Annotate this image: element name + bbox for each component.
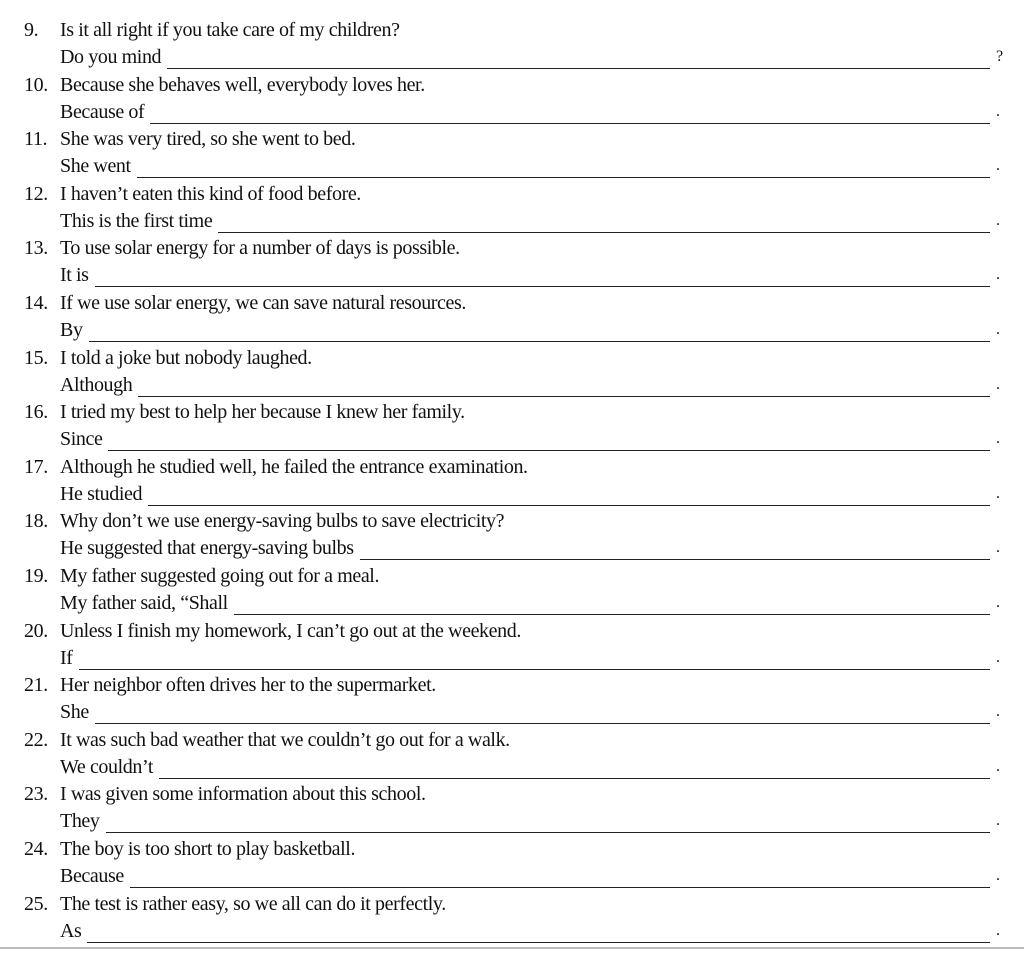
exercise-number: 18. (24, 510, 48, 533)
answer-blank[interactable] (106, 814, 991, 833)
end-punctuation: . (996, 648, 1000, 666)
exercise-item (24, 724, 1004, 779)
exercise-number: 23. (24, 783, 48, 806)
exercise-number: 21. (24, 674, 48, 697)
sentence-text: I tried my best to help her because I knew her family. (60, 401, 465, 424)
rewrite-line (60, 154, 1004, 178)
sentence-text: It was such bad weather that we couldn’t go out for a walk. (60, 728, 510, 751)
rewrite-prompt: Because (60, 864, 124, 887)
rewrite-line (60, 263, 1004, 287)
answer-blank[interactable] (159, 760, 990, 779)
answer-blank[interactable] (138, 378, 990, 397)
rewrite-prompt: She went (60, 155, 131, 178)
rewrite-line (60, 646, 1004, 670)
original-sentence (24, 400, 465, 424)
rewrite-line (60, 45, 1004, 69)
original-sentence (24, 509, 504, 533)
end-punctuation: . (996, 211, 1000, 229)
original-sentence (24, 673, 436, 697)
answer-blank[interactable] (130, 869, 990, 888)
exercise-item (24, 14, 1004, 69)
end-punctuation: ? (996, 48, 1003, 65)
rewrite-prompt: We couldn’t (60, 755, 154, 778)
rewrite-prompt: As (60, 919, 82, 942)
exercise-number: 19. (24, 564, 48, 587)
sentence-text: Although he studied well, he failed the entrance examination. (60, 455, 528, 478)
rewrite-line (60, 536, 1004, 560)
original-sentence (24, 73, 425, 97)
rewrite-prompt: Do you mind (60, 46, 162, 68)
rewrite-line (60, 482, 1004, 506)
exercise-number: 12. (24, 182, 48, 205)
end-punctuation: . (996, 539, 1000, 557)
answer-blank[interactable] (89, 323, 990, 342)
original-sentence (24, 892, 446, 916)
rewrite-line (60, 864, 1004, 888)
exercise-item (24, 232, 1004, 287)
rewrite-prompt: By (60, 318, 83, 341)
end-punctuation: . (996, 375, 1000, 393)
exercise-item (24, 287, 1004, 342)
answer-blank[interactable] (150, 105, 990, 124)
sentence-text: To use solar energy for a number of days is possible. (60, 237, 460, 260)
exercise-number: 22. (24, 728, 48, 751)
end-punctuation: . (996, 157, 1000, 175)
original-sentence (24, 236, 460, 260)
exercise-number: 25. (24, 892, 48, 915)
sentence-text: If we use solar energy, we can save natural resources. (60, 291, 466, 314)
end-punctuation: . (996, 430, 1000, 448)
exercise-item (24, 178, 1004, 233)
exercise-number: 15. (24, 346, 48, 369)
rewrite-line (60, 373, 1004, 397)
exercise-number: 16. (24, 401, 48, 424)
rewrite-prompt: He studied (60, 482, 143, 505)
rewrite-prompt: She (60, 701, 89, 724)
end-punctuation: . (996, 484, 1000, 502)
answer-blank[interactable] (167, 50, 990, 69)
sentence-text: She was very tired, so she went to bed. (60, 128, 356, 151)
sentence-text: I was given some information about this school. (60, 783, 426, 806)
exercise-item (24, 833, 1004, 888)
rewrite-line (60, 100, 1004, 124)
exercise-number: 10. (24, 73, 48, 96)
exercise-number: 13. (24, 237, 48, 260)
exercise-item (24, 342, 1004, 397)
rewrite-prompt: If (60, 646, 73, 669)
original-sentence (24, 619, 521, 643)
exercise-number: 20. (24, 619, 48, 642)
rewrite-prompt: They (60, 810, 100, 833)
sentence-text: I haven’t eaten this kind of food before. (60, 182, 361, 205)
exercise-item (24, 123, 1004, 178)
sentence-text: The boy is too short to play basketball. (60, 837, 356, 860)
answer-blank[interactable] (87, 924, 990, 943)
exercise-list (24, 14, 1004, 942)
sentence-text: My father suggested going out for a meal. (60, 564, 380, 587)
rewrite-line (60, 591, 1004, 615)
rewrite-prompt: He suggested that energy-saving bulbs (60, 537, 354, 560)
exercise-item (24, 888, 1004, 943)
exercise-number: 9. (24, 19, 39, 41)
original-sentence (24, 346, 312, 370)
exercise-item (24, 560, 1004, 615)
answer-blank[interactable] (148, 487, 990, 506)
rewrite-prompt: Although (60, 373, 133, 396)
exercise-item (24, 615, 1004, 670)
end-punctuation: . (996, 866, 1000, 884)
answer-blank[interactable] (95, 705, 990, 724)
rewrite-line (60, 318, 1004, 342)
exercise-item (24, 505, 1004, 560)
exercise-item (24, 778, 1004, 833)
sentence-text: Her neighbor often drives her to the supermarket. (60, 674, 436, 697)
end-punctuation: . (996, 703, 1000, 721)
answer-blank[interactable] (218, 214, 990, 233)
rewrite-prompt: Since (60, 428, 103, 451)
sentence-text: Is it all right if you take care of my children? (60, 19, 400, 41)
rewrite-prompt: Because of (60, 100, 145, 123)
rewrite-line (60, 700, 1004, 724)
original-sentence (24, 782, 426, 806)
rewrite-line (60, 755, 1004, 779)
end-punctuation: . (996, 320, 1000, 338)
page-bottom-edge (0, 947, 1024, 949)
answer-blank[interactable] (79, 651, 990, 670)
original-sentence (24, 728, 510, 752)
answer-blank[interactable] (234, 596, 990, 615)
rewrite-prompt: It is (60, 264, 89, 287)
answer-blank[interactable] (360, 541, 990, 560)
rewrite-line (60, 209, 1004, 233)
rewrite-line (60, 919, 1004, 943)
sentence-text: I told a joke but nobody laughed. (60, 346, 312, 369)
sentence-text: The test is rather easy, so we all can do it perfectly. (60, 892, 446, 915)
end-punctuation: . (996, 757, 1000, 775)
sentence-text: Unless I finish my homework, I can’t go out at the weekend. (60, 619, 521, 642)
answer-blank[interactable] (108, 432, 990, 451)
rewrite-prompt: This is the first time (60, 209, 213, 232)
end-punctuation: . (996, 266, 1000, 284)
exercise-item (24, 669, 1004, 724)
end-punctuation: . (996, 593, 1000, 611)
exercise-item (24, 396, 1004, 451)
end-punctuation: . (996, 812, 1000, 830)
exercise-item (24, 451, 1004, 506)
original-sentence (24, 455, 528, 479)
answer-blank[interactable] (95, 268, 990, 287)
exercise-number: 24. (24, 837, 48, 860)
sentence-text: Why don’t we use energy-saving bulbs to save electricity? (60, 510, 505, 533)
sentence-text: Because she behaves well, everybody loves her. (60, 73, 425, 96)
end-punctuation: . (996, 102, 1000, 120)
original-sentence (24, 182, 361, 206)
answer-blank[interactable] (137, 159, 990, 178)
original-sentence (24, 18, 400, 42)
end-punctuation: . (996, 921, 1000, 939)
original-sentence (24, 837, 355, 861)
rewrite-prompt: My father said, “Shall (60, 591, 228, 614)
rewrite-line (60, 427, 1004, 451)
original-sentence (24, 564, 379, 588)
exercise-number: 11. (24, 128, 48, 151)
original-sentence (24, 127, 355, 151)
exercise-number: 17. (24, 455, 48, 478)
original-sentence (24, 291, 466, 315)
exercise-number: 14. (24, 291, 48, 314)
rewrite-line (60, 809, 1004, 833)
exercise-item (24, 69, 1004, 124)
